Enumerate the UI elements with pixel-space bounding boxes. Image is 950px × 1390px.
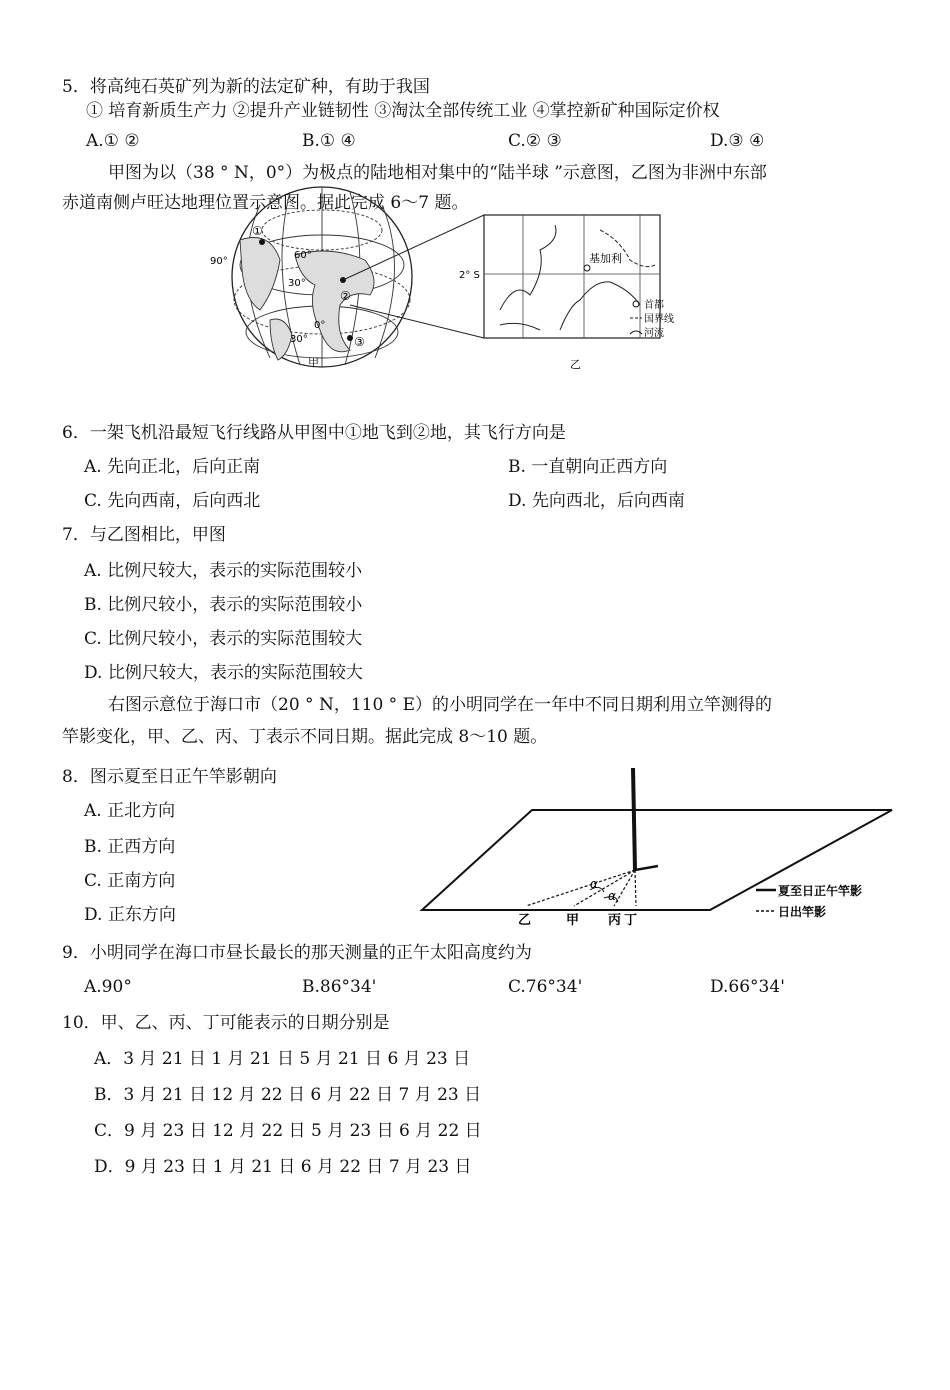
intro67-line1: 甲图为以（38 ° N，0°）为极点的陆地相对集中的“陆半球 ”示意图，乙图为非洲中东部	[108, 163, 767, 183]
q10-stem: 10．甲、乙、丙、丁可能表示的日期分别是	[62, 1013, 390, 1033]
q6-stem: 6．一架飞机沿最短飞行线路从甲图中①地飞到②地，其飞行方向是	[62, 423, 566, 443]
q7-option-a[interactable]: A. 比例尺较大，表示的实际范围较小	[84, 561, 363, 581]
label-jia-shadow: 甲	[566, 913, 580, 928]
q5-items: ① 培育新质生产力 ②提升产业链韧性 ③淘汰全部传统工业 ④掌控新矿种国际定价权	[86, 101, 720, 121]
lat-2s: 2° S	[459, 270, 480, 281]
lat-90: 90°	[210, 256, 228, 267]
lat-0: 0°	[314, 320, 326, 331]
marker-1: ①	[252, 224, 263, 238]
q5-option-b[interactable]: B.① ④	[302, 131, 356, 151]
q7-option-b[interactable]: B. 比例尺较小，表示的实际范围较小	[84, 595, 363, 615]
q8-option-a[interactable]: A. 正北方向	[84, 801, 176, 821]
marker-2: ②	[340, 289, 351, 303]
q6-option-d[interactable]: D. 先向西北，后向西南	[508, 491, 685, 511]
q10-option-b[interactable]: B．3 月 21 日 12 月 22 日 6 月 22 日 7 月 23 日	[94, 1085, 482, 1105]
q5-option-c[interactable]: C.② ③	[508, 131, 562, 151]
figure-hemisphere-rwanda	[200, 210, 674, 380]
legend-solid: 夏至日正午竿影	[778, 884, 863, 898]
q8-option-d[interactable]: D. 正东方向	[84, 905, 176, 925]
alpha-2: α	[608, 889, 616, 903]
point-3-dot	[347, 335, 353, 341]
label-bing-shadow: 丙	[608, 913, 622, 928]
q8-option-b[interactable]: B. 正西方向	[84, 837, 176, 857]
q6-option-c[interactable]: C. 先向西南，后向西北	[84, 491, 261, 511]
q10-option-a[interactable]: A．3 月 21 日 1 月 21 日 5 月 21 日 6 月 23 日	[94, 1049, 471, 1069]
lat-30b: 30°	[290, 334, 308, 345]
q5-option-a[interactable]: A.① ②	[86, 131, 140, 151]
gnomon-pole	[633, 768, 635, 870]
q9-option-c[interactable]: C.76°34'	[508, 977, 583, 997]
label-ding-shadow: 丁	[624, 913, 638, 928]
q8-stem: 8．图示夏至日正午竿影朝向	[62, 767, 277, 787]
label-yi-shadow: 乙	[518, 913, 532, 928]
q9-option-b[interactable]: B.86°34'	[302, 977, 377, 997]
q8-option-c[interactable]: C. 正南方向	[84, 871, 176, 891]
marker-3: ③	[354, 335, 365, 349]
legend-dashed: 日出竿影	[778, 905, 827, 919]
legend-border: 国界线	[644, 314, 674, 325]
q9-stem: 9．小明同学在海口市昼长最长的那天测量的正午太阳高度约为	[62, 943, 532, 963]
rwanda-map-frame	[484, 215, 660, 338]
point-1-dot	[259, 239, 265, 245]
q10-option-d[interactable]: D．9 月 23 日 1 月 21 日 6 月 22 日 7 月 23 日	[94, 1157, 472, 1177]
lat-60: 60°	[294, 250, 312, 261]
legend-capital: 首都	[644, 300, 664, 311]
q5-option-d[interactable]: D.③ ④	[710, 131, 765, 151]
legend-river: 河流	[644, 328, 664, 339]
intro810-line1: 右图示意位于海口市（20 ° N，110 ° E）的小明同学在一年中不同日期利用立竿测得的	[108, 695, 772, 715]
label-yi: 乙	[570, 358, 581, 371]
lat-30: 30°	[288, 278, 306, 289]
intro810-line2: 竿影变化，甲、乙、丙、丁表示不同日期。据此完成 8～10 题。	[62, 727, 548, 747]
alpha-1: α	[590, 877, 598, 891]
q7-option-d[interactable]: D. 比例尺较大，表示的实际范围较大	[84, 663, 363, 683]
q9-option-a[interactable]: A.90°	[84, 977, 132, 997]
intro67-line2: 赤道南侧卢旺达地理位置示意图。据此完成 6～7 题。	[62, 193, 469, 213]
q10-option-c[interactable]: C．9 月 23 日 12 月 22 日 5 月 23 日 6 月 22 日	[94, 1121, 482, 1141]
q7-option-c[interactable]: C. 比例尺较小，表示的实际范围较大	[84, 629, 363, 649]
q6-option-b[interactable]: B. 一直朝向正西方向	[508, 457, 668, 477]
q9-option-d[interactable]: D.66°34'	[710, 977, 785, 997]
figure-gnomon-shadow	[418, 766, 896, 928]
q5-stem: 5．将高纯石英矿列为新的法定矿种，有助于我国	[62, 77, 430, 97]
label-jia: 甲	[308, 356, 319, 369]
q7-stem: 7．与乙图相比，甲图	[62, 525, 226, 545]
connector-bottom	[350, 305, 484, 338]
q6-option-a[interactable]: A. 先向正北，后向正南	[84, 457, 261, 477]
city-kigali: 基加利	[589, 252, 622, 265]
